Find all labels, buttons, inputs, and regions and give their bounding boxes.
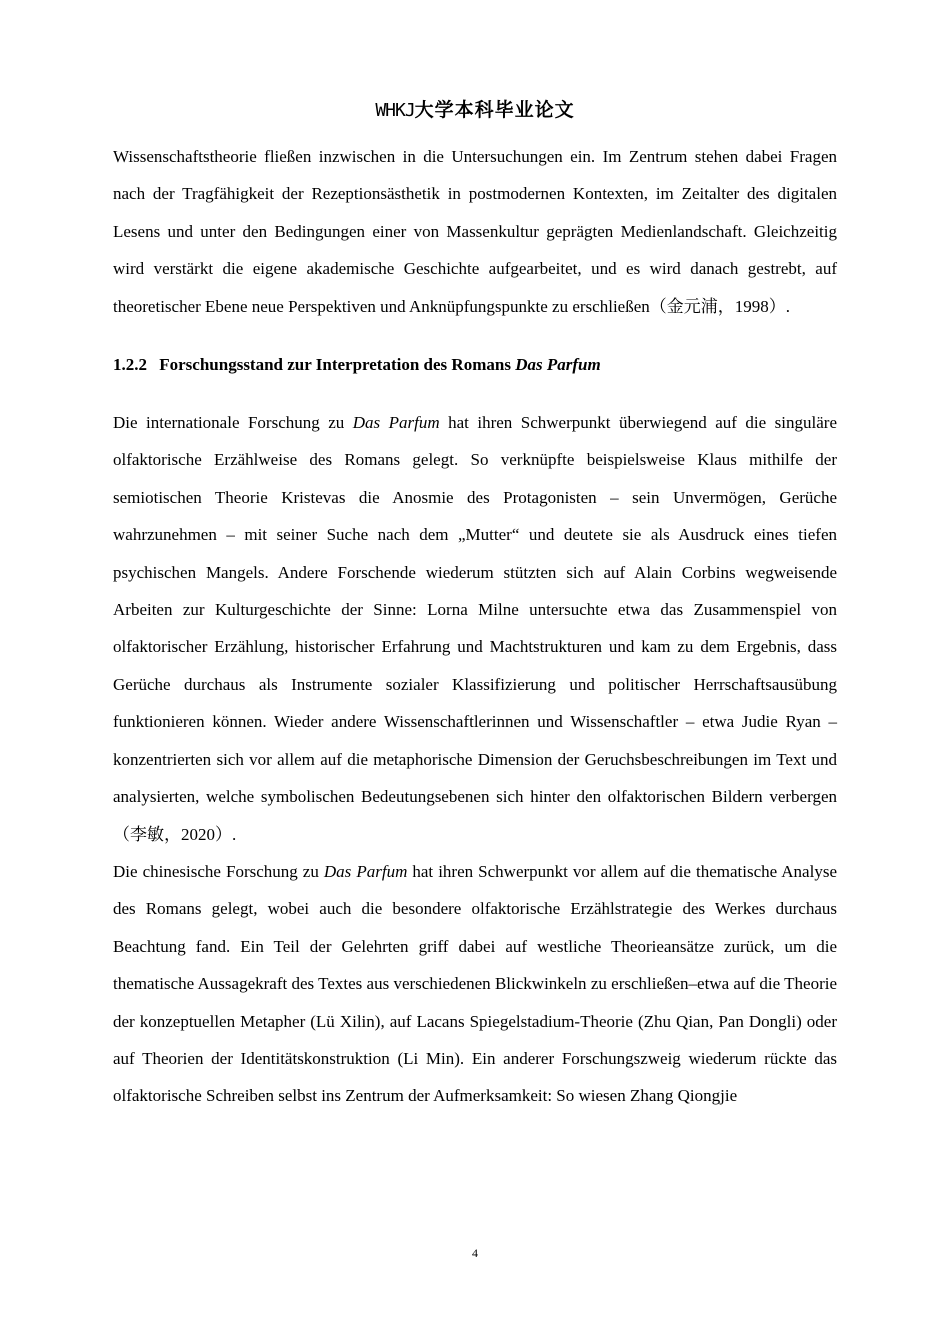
section-title-novel: Das Parfum	[515, 355, 601, 375]
page-body	[113, 138, 837, 1115]
running-header	[0, 96, 950, 125]
paragraph-cn-lead: Die chinesische Forschung zu	[113, 861, 319, 881]
paragraph-international-research	[113, 404, 837, 853]
paragraph-reception-theory: Wissenschaftstheorie fließen inzwischen in die Untersuchungen ein. Im Zentrum stehen dabei Fragen nach der Tragfähigkeit der Rezeptionsästhetik in postmodernen Kontexten, im Zeitalter des digitalen Lesens und unter den Bedingungen einer von Massenkultur geprägten Medienlandschaft. Gleichzeitig wird verstärkt die eigene akademische Geschichte aufgearbeitet, und es wird danach gestrebt, auf theoretischer Ebene neue Perspektiven und Anknüpfungspunkte zu erschließen（金元浦，1998）.	[113, 147, 837, 316]
section-number: 1.2.2	[113, 355, 147, 375]
section-title: Forschungsstand zur Interpretation des Romans	[159, 355, 511, 375]
section-heading	[113, 346, 837, 383]
paragraph-intl-body: hat ihren Schwerpunkt überwiegend auf die singuläre olfaktorische Erzählweise des Romans gelegt. So verknüpfte beispielsweise Klaus mithilfe der semiotischen Theorie Kristevas die Anosmie des Protagonisten – sein Unvermögen, Gerüche wahrzunehmen – mit seiner Suche nach dem „Mutter“ und deutete sie als Ausdruck eines tiefen psychischen Mangels. Andere Forschende wiederum stützten sich auf Alain Corbins wegweisende Arbeiten zur Kulturgeschichte der Sinne: Lorna Milne untersuchte etwa das Zusammenspiel von olfaktorischer Erzählung, historischer Erfahrung und Machtstrukturen und kam zu dem Ergebnis, dass Gerüche durchaus als Instrumente sozialer Klassifizierung und politischer Herrschaftsausübung funktionieren können. Wieder andere Wissenschaftlerinnen und Wissenschaftler – etwa Judie Ryan – konzentrierten sich vor allem auf die metaphorische Dimension der Geruchsbeschreibungen im Text und analysierten, welche symbolischen Bedeutungsebenen sich hinter den olfaktorischen Bildern verbergen（李敏，2020）.	[113, 413, 837, 844]
novel-title-intl: Das Parfum	[352, 413, 440, 433]
paragraph-chinese-research	[113, 853, 837, 1115]
header-thesis-label: 大学本科毕业论文	[414, 99, 575, 121]
paragraph-intl-lead: Die internationale Forschung zu	[113, 413, 345, 433]
paragraph-cn-body: hat ihren Schwerpunkt vor allem auf die thematische Analyse des Romans gelegt, wobei auch die besondere olfaktorische Erzählstrategie des Werkes durchaus Beachtung fand. Ein Teil der Gelehrten griff dabei auf westliche Theorieansätze zurück, um die thematische Aussagekraft des Textes aus verschiedenen Blickwinkeln zu erschließen–etwa auf die Theorie der konzeptuellen Metapher (Lü Xilin), auf Lacans Spiegelstadium-Theorie (Zhu Qian, Pan Dongli) oder auf Theorien der Identitätskonstruktion (Li Min). Ein anderer Forschungszweig wiederum rückte das olfaktorische Schreiben selbst ins Zentrum der Aufmerksamkeit: So wiesen Zhang Qiongjie	[113, 861, 837, 1106]
page-number: 4	[472, 1246, 478, 1260]
novel-title-cn: Das Parfum	[323, 861, 408, 881]
header-university-code: WHKJ	[375, 100, 415, 121]
